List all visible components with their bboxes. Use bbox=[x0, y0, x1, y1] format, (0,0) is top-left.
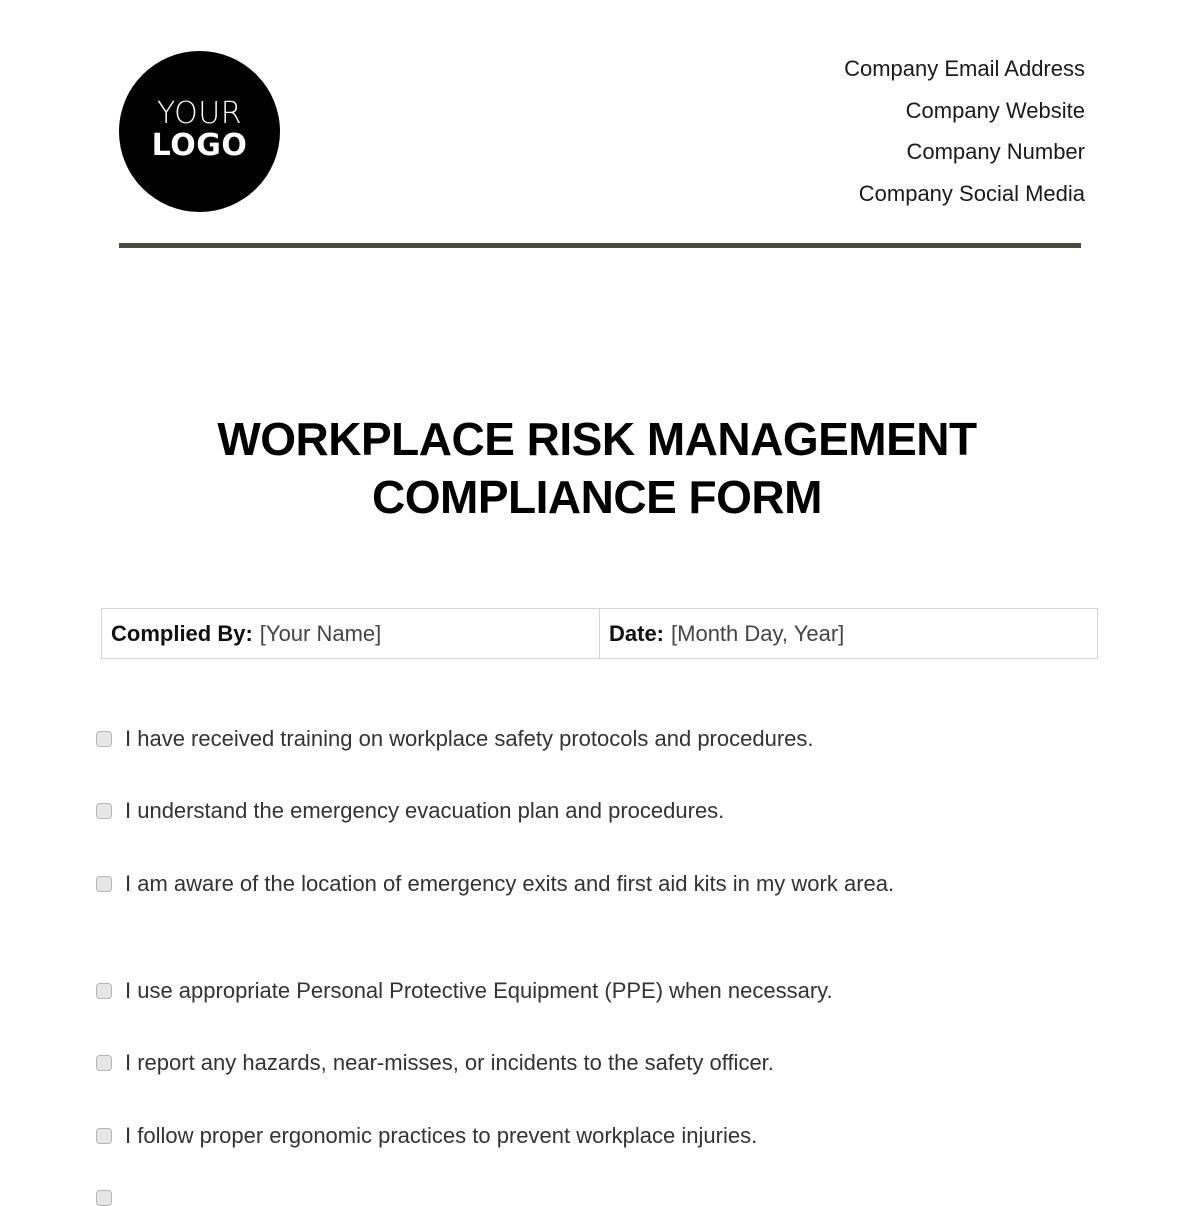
checklist-item-text: I use appropriate Personal Protective Equipment (PPE) when necessary. bbox=[125, 978, 833, 1003]
info-table bbox=[101, 608, 1098, 659]
checklist-item-text: I report any hazards, near-misses, or incidents to the safety officer. bbox=[125, 1050, 774, 1075]
checklist-item-text: I follow proper ergonomic practices to prevent workplace injuries. bbox=[125, 1123, 758, 1148]
checklist-item bbox=[96, 973, 976, 1008]
checklist-item-text: I understand the emergency evacuation plan and procedures. bbox=[125, 798, 725, 823]
checklist-item bbox=[96, 866, 976, 901]
checklist-item bbox=[96, 1118, 976, 1153]
logo-text-your: YOUR bbox=[156, 95, 243, 131]
page-title bbox=[0, 410, 1194, 526]
title-line-1: WORKPLACE RISK MANAGEMENT bbox=[217, 413, 977, 465]
complied-by-value[interactable]: [Your Name] bbox=[259, 620, 382, 646]
company-contact-block bbox=[844, 54, 1085, 221]
checklist-item-text: I have received training on workplace safety protocols and procedures. bbox=[125, 726, 814, 751]
title-line-2: COMPLIANCE FORM bbox=[372, 471, 822, 523]
header-divider bbox=[119, 243, 1081, 248]
checklist-item bbox=[96, 793, 976, 828]
checkbox[interactable] bbox=[96, 1190, 112, 1206]
checkbox[interactable] bbox=[96, 876, 112, 892]
checkbox[interactable] bbox=[96, 1128, 112, 1144]
checkbox[interactable] bbox=[96, 731, 112, 747]
checkbox[interactable] bbox=[96, 1055, 112, 1071]
date-label: Date: bbox=[609, 620, 665, 646]
complied-by-field[interactable] bbox=[102, 609, 599, 658]
company-email: Company Email Address bbox=[844, 56, 1085, 81]
complied-by-label: Complied By: bbox=[111, 620, 253, 646]
date-field[interactable] bbox=[599, 609, 1097, 658]
logo-text-logo: LOGO bbox=[151, 127, 248, 163]
date-value[interactable]: [Month Day, Year] bbox=[671, 620, 845, 646]
checklist-item bbox=[96, 1045, 976, 1080]
checklist-item-partial bbox=[96, 1190, 976, 1206]
company-number: Company Number bbox=[906, 139, 1085, 165]
company-logo bbox=[119, 51, 280, 212]
company-social-media: Company Social Media bbox=[858, 181, 1085, 207]
checklist-item bbox=[96, 721, 976, 756]
checkbox[interactable] bbox=[96, 983, 112, 999]
company-website: Company Website bbox=[905, 97, 1085, 123]
checklist-item-text: I am aware of the location of emergency exits and first aid kits in my work area. bbox=[125, 871, 895, 896]
checkbox[interactable] bbox=[96, 803, 112, 819]
